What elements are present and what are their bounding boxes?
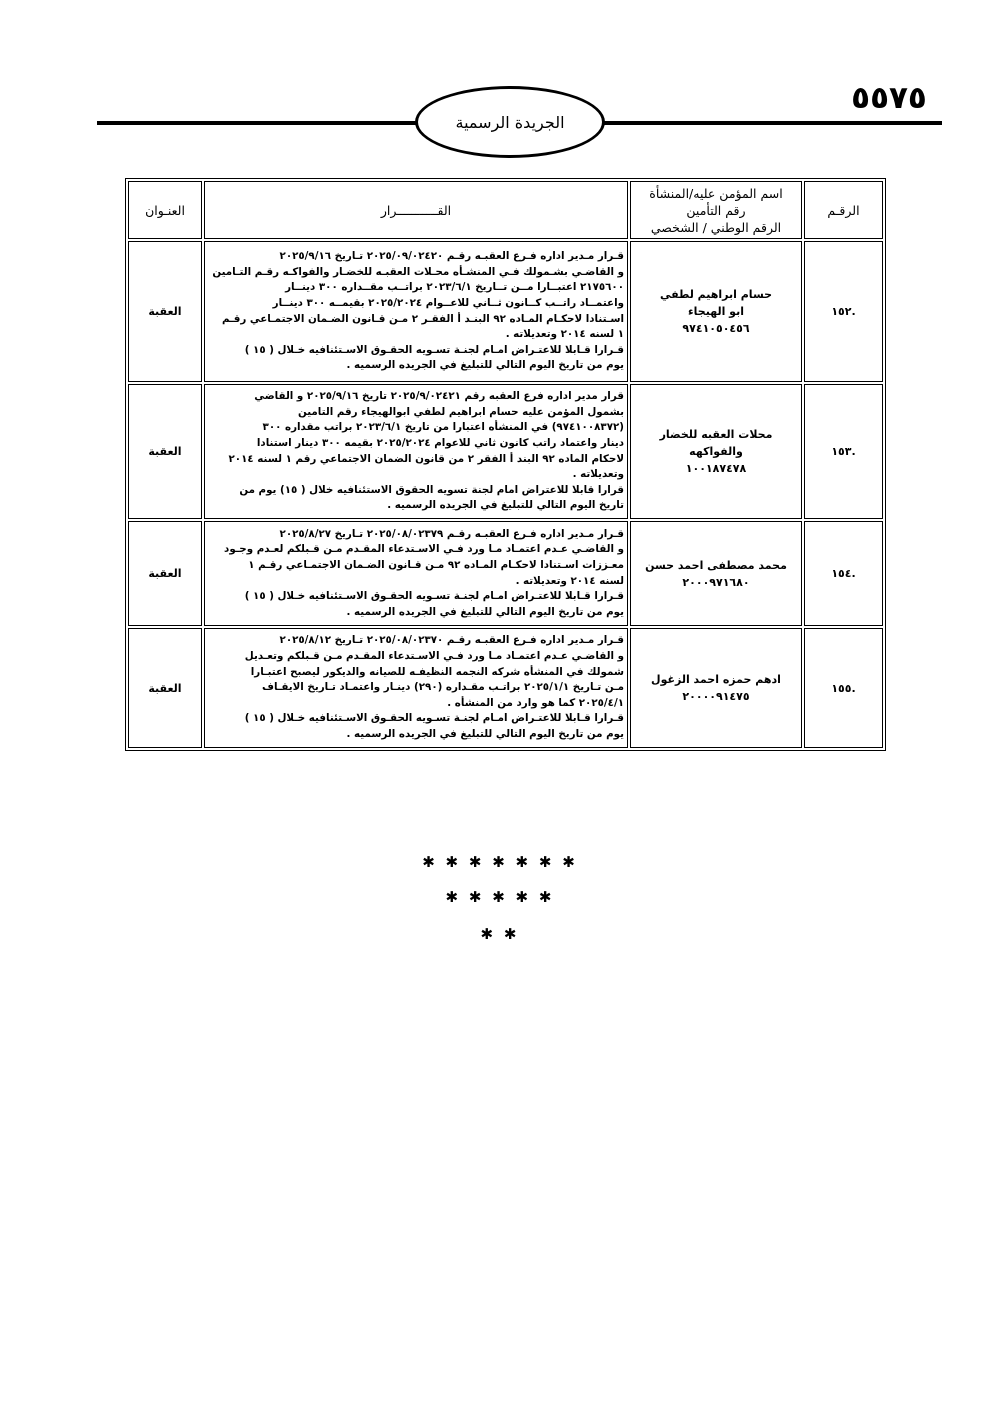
decision-line: قـرار مـدير اداره فـرع العقبـه رقـم ٢٠٢٥/٠٨/٠٢٣٧٩ تـاريخ ٢٠٢٥/٨/٢٧: [279, 527, 624, 540]
row-number: .١٥٣: [804, 384, 883, 519]
header-decision: القـــــــــــرار: [204, 181, 628, 239]
decision-line: و القاضـي عـدم اعتمـاد مـا ورد فـي الاسـتدعاء المقـدم مـن قـبلكم وتعـديل: [244, 650, 624, 663]
row-address: العقبة: [128, 241, 202, 382]
gazette-title-oval: [415, 86, 605, 158]
row-name-line: ٩٧٤١٠٥٠٤٥٦: [682, 322, 750, 335]
decision-line: شمولك في المنشأه شركه النجمه النظيفـه للصيانه والديكور ليصبح اعتبـارا: [250, 665, 624, 678]
decision-line: مـن تـاريخ ٢٠٢٥/١/١ براتـب مقـداره (٢٩٠) دينـار واعتمـاد تـاريخ الايقـاف: [262, 681, 624, 694]
table-row: [128, 521, 883, 626]
decision-line: معـززات اسـتنادا لاحكـام المـاده ٩٢ مـن قـانون الضـمان الاجتمـاعي رقـم ١: [248, 558, 624, 571]
row-name-line: حسام ابراهيم لطفي: [659, 288, 773, 301]
decision-line: و القاضـي بشـمولك فـي المنشـأه محـلات العقبـه للخضـار والفواكـه رقـم التـامين: [212, 265, 624, 278]
row-name: [630, 521, 802, 626]
row-name: [630, 384, 802, 519]
decision-line: وتعديلاته .: [572, 468, 624, 481]
decision-line: اسـتنادا لاحكـام المـاده ٩٢ البنـد أ الفقـر ٢ مـن قـانون الضـمان الاجتمـاعي رقـم: [221, 312, 624, 325]
row-name-line: محمد مصطفى احمد حسن: [645, 558, 787, 572]
decision-line: واعتمــاد راتــب كــانون ثــاني للاعــوام ٢٠٢٥/٢٠٢٤ بقيمــه ٣٠٠ دينــار: [272, 296, 624, 309]
decision-line: ١ لسنه ٢٠١٤ وتعديلاته .: [505, 328, 624, 341]
header-name-line: رقم التأمين: [686, 202, 746, 218]
row-name-line: ادهم حمزه احمد الزغول: [651, 673, 781, 686]
decision-line: تاريخ اليوم التالي للتبليغ في الجريده الرسميه .: [387, 499, 624, 512]
row-name-line: ١٠٠١٨٧٤٧٨: [685, 462, 747, 475]
decision-line: بشمول المؤمن عليه حسام ابراهيم لطفي ابوالهيجاء رقم التامين: [297, 405, 624, 418]
page-number: ٥٥٧٥: [851, 80, 927, 116]
table-row: [128, 241, 883, 382]
decision-line: قـرارا قـابلا للاعتـراض امـام لجنـة تسـويه الحقـوق الاسـتئنافيه خـلال ( ١٥ ): [244, 590, 624, 603]
star-divider-row: ✱ ✱ ✱ ✱ ✱ ✱ ✱: [422, 853, 578, 871]
star-divider-row: ✱ ✱ ✱ ✱ ✱: [445, 888, 555, 906]
gazette-title: الجريدة الرسمية: [455, 112, 565, 132]
row-name-line: ابو الهيجاء: [688, 305, 744, 318]
decision-line: ٢١٧٥٦٠٠ اعتبــارا مــن تــاريخ ٢٠٢٣/٦/١ براتــب مقــداره ٣٠٠ دينــار: [285, 281, 624, 294]
decision-line: قـرار مـدير اداره فـرع العقبـه رقـم ٢٠٢٥/٠٩/٠٢٤٢٠ تـاريخ ٢٠٢٥/٩/١٦: [279, 250, 624, 263]
decision-line: قـرارا قـابلا للاعتـراض امـام لجنـة تسـويه الحقـوق الاسـتئنافيه خـلال ( ١٥ ): [244, 343, 624, 356]
row-number: .١٥٥: [804, 628, 883, 748]
row-number: .١٥٤: [804, 521, 883, 626]
decision-line: قرار مدير اداره فرع العقبه رقم ٢٠٢٥/٩/٠٢٤٢١ تاريخ ٢٠٢٥/٩/١٦ و القاضي: [254, 390, 624, 403]
decision-line: قـرارا قـابلا للاعتـراض امـام لجنـة تسـويه الحقـوق الاسـتئنافيه خـلال ( ١٥ ): [244, 712, 624, 725]
decision-line: لاحكام الماده ٩٢ البند أ الفقر ٢ من قانون الضمان الاجتماعي رقم ١ لسنه ٢٠١٤: [228, 452, 624, 465]
row-address: العقبة: [128, 384, 202, 519]
row-name-line: محلات العقبه للخضار والفواكهه: [659, 428, 773, 458]
header-name-line: الرقم الوطني / الشخصي: [650, 219, 782, 235]
row-name-line: ٢٠٠٠٠٩١٤٧٥: [682, 690, 750, 703]
row-name-line: ٢٠٠٠٩٧١٦٨٠: [682, 575, 750, 589]
decision-line: (٩٧٤١٠٠٨٣٧٢) في المنشأه اعتبارا من تاريخ ٢٠٢٣/٦/١ براتب مقداره ٣٠٠: [262, 421, 624, 434]
decision-line: ٢٠٢٥/٤/١ كما هو وارد من المنشأه .: [447, 696, 624, 709]
row-name: [630, 241, 802, 382]
decision-line: قـرار مـدير اداره فـرع العقبـه رقـم ٢٠٢٥/٠٨/٠٢٣٧٠ تـاريخ ٢٠٢٥/٨/١٢: [279, 634, 624, 647]
row-address: العقبة: [128, 521, 202, 626]
row-name: [630, 628, 802, 748]
row-number: .١٥٢: [804, 241, 883, 382]
table-row: [128, 384, 883, 519]
row-decision: [204, 241, 628, 382]
header-address: العنـوان: [128, 181, 202, 239]
star-divider-row: ✱ ✱: [480, 925, 520, 943]
decision-line: لسنه ٢٠١٤ وتعديلاته .: [515, 574, 624, 587]
header-name: [630, 181, 802, 239]
decision-line: يوم من تاريخ اليوم التالي للتبليغ في الجريده الرسميه .: [346, 605, 624, 618]
row-decision: [204, 384, 628, 519]
decision-line: يوم من تاريخ اليوم التالي للتبليغ في الجريده الرسميه .: [346, 727, 624, 740]
decision-line: قرارا قابلا للاعتراض امام لجنة تسويه الحقوق الاستئنافيه خلال ( ١٥) يوم من: [239, 483, 624, 496]
decision-line: دينار واعتماد راتب كانون ثاني للاعوام ٢٠٢٥/٢٠٢٤ بقيمه ٣٠٠ دينار استنادا: [256, 436, 624, 449]
table-row: [128, 628, 883, 748]
decision-line: يوم من تاريخ اليوم التالي للتبليغ في الجريده الرسميه .: [346, 359, 624, 372]
table-header-row: [128, 181, 883, 239]
row-address: العقبة: [128, 628, 202, 748]
row-decision: [204, 628, 628, 748]
decision-line: و القاضـي عـدم اعتمـاد مـا ورد فـي الاسـتدعاء المقـدم مـن قـبلكم لعـدم وجـود: [224, 543, 624, 556]
header-number: الرقـم: [804, 181, 883, 239]
row-decision: [204, 521, 628, 626]
header-name-line: اسم المؤمن عليه/المنشأة: [649, 185, 783, 201]
decisions-table: [125, 178, 886, 751]
